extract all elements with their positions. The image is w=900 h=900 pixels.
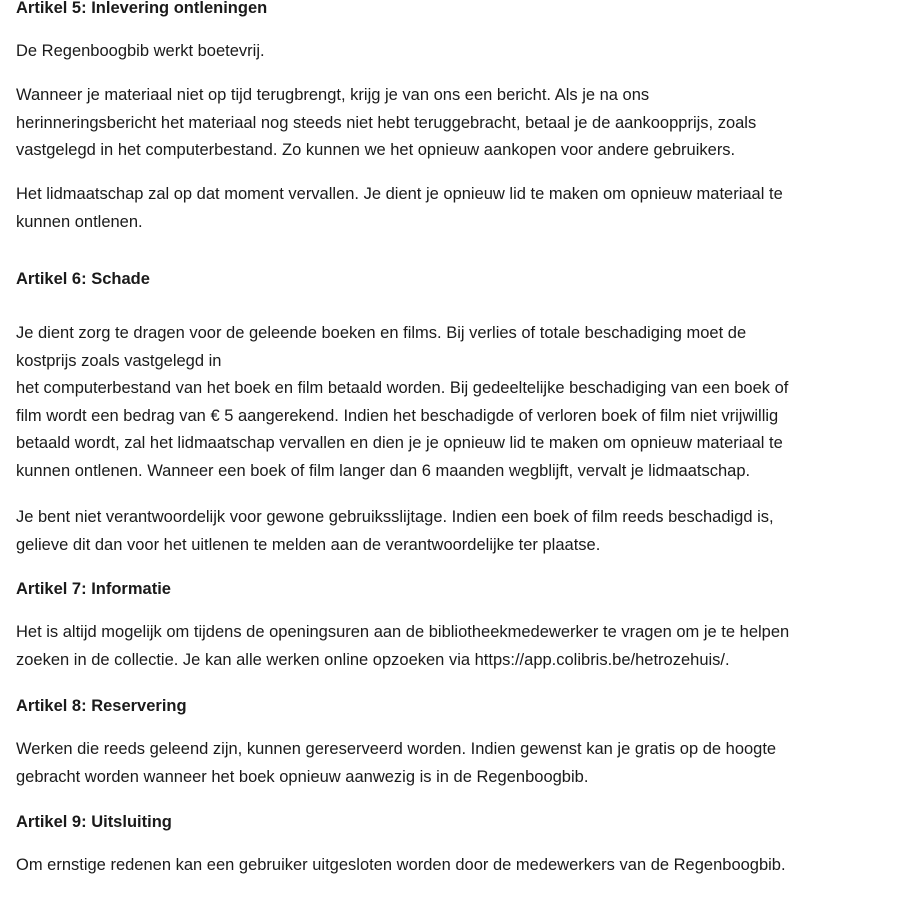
article-5-heading: Artikel 5: Inlevering ontleningen	[16, 0, 268, 17]
article-5-paragraph-2: Wanneer je materiaal niet op tijd terugbrengt, krijg je van ons een bericht. Als je na ons herinneringsbericht het materiaal nog steeds niet hebt teruggebracht, betaal je de aankoopprijs, zoals vastgelegd in het computerbestand. Zo kunnen we het opnieuw aankopen voor andere gebruikers.	[16, 86, 757, 159]
article-5-paragraph-3: Het lidmaatschap zal op dat moment vervallen. Je dient je opnieuw lid te maken om opnieuw materiaal te kunnen ontlenen.	[16, 185, 783, 231]
article-5-paragraph-1: De Regenboogbib werkt boetevrij.	[16, 42, 265, 60]
article-6-paragraph-1: Je dient zorg te dragen voor de geleende boeken en films. Bij verlies of totale beschadiging moet de kostprijs zoals vastgelegd in het computerbestand van het boek en film betaald worden. Bij gedeeltelijke beschadiging van een boek of film wordt een bedrag van € 5 aangerekend. Indien het beschadigde of verloren boek of film niet vrijwillig betaald wordt, zal het lidmaatschap vervallen en dien je je opnieuw lid te maken om opnieuw materiaal te kunnen ontlenen. Wanneer een boek of film langer dan 6 maanden wegblijft, vervalt je lidmaatschap.	[16, 324, 789, 480]
article-7-paragraph-1: Het is altijd mogelijk om tijdens de openingsuren aan de bibliotheekmedewerker te vragen om je te helpen zoeken in de collectie. Je kan alle werken online opzoeken via https://app.colibris.be/hetrozehuis/.	[16, 623, 790, 669]
article-9-paragraph-1: Om ernstige redenen kan een gebruiker uitgesloten worden door de medewerkers van de Regenboogbib.	[16, 856, 786, 874]
article-8-paragraph-1: Werken die reeds geleend zijn, kunnen gereserveerd worden. Indien gewenst kan je gratis op de hoogte gebracht worden wanneer het boek opnieuw aanwezig is in de Regenboogbib.	[16, 740, 777, 786]
article-7-heading: Artikel 7: Informatie	[16, 580, 171, 598]
article-9-heading: Artikel 9: Uitsluiting	[16, 813, 172, 831]
article-6-paragraph-2: Je bent niet verantwoordelijk voor gewone gebruiksslijtage. Indien een boek of film reeds beschadigd is, gelieve dit dan voor het uitlenen te melden aan de verantwoordelijke ter plaatse.	[16, 508, 774, 554]
article-6-heading: Artikel 6: Schade	[16, 270, 150, 288]
article-8-heading: Artikel 8: Reservering	[16, 697, 187, 715]
